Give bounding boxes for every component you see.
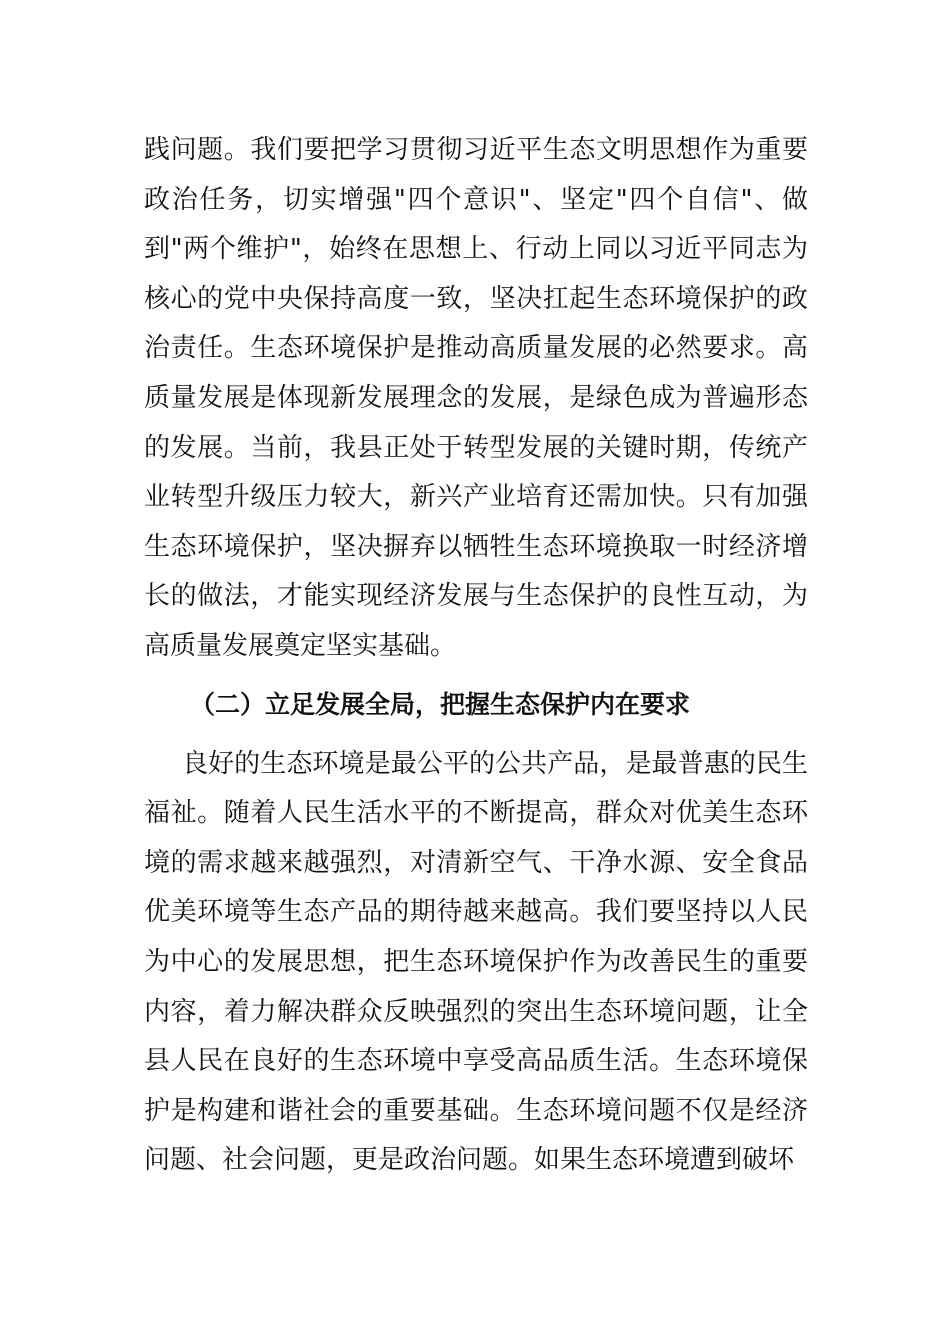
document-body	[144, 126, 808, 1186]
section-heading-2: （二）立足发展全局，把握生态保护内在要求	[190, 689, 691, 719]
body-paragraph-2: 良好的生态环境是最公平的公共产品，是最普惠的民生福祉。随着人民生活水平的不断提高，群众对优美生态环境的需求越来越强烈，对清新空气、干净水源、安全食品优美环境等生态产品的期待越来越高。我们要坚持以人民为中心的发展思想，把生态环境保护作为改善民生的重要内容，着力解决群众反映强烈的突出生态环境问题，让全县人民在良好的生态环境中享受高品质生活。生态环境保护是构建和谐社会的重要基础。生态环境问题不仅是经济问题、社会问题，更是政治问题。如果生态环境遭到破坏	[144, 748, 808, 1176]
body-paragraph-1: 践问题。我们要把学习贯彻习近平生态文明思想作为重要政治任务，切实增强"四个意识"、坚定"四个自信"、做到"两个维护"，始终在思想上、行动上同以习近平同志为核心的党中央保持高度一致，坚决扛起生态环境保护的政治责任。生态环境保护是推动高质量发展的必然要求。高质量发展是体现新发展理念的发展，是绿色成为普遍形态的发展。当前，我县正处于转型发展的关键时期，传统产业转型升级压力较大，新兴产业培育还需加快。只有加强生态环境保护，坚决摒弃以牺牲生态环境换取一时经济增长的做法，才能实现经济发展与生态保护的良性互动，为高质量发展奠定坚实基础。	[144, 135, 808, 661]
